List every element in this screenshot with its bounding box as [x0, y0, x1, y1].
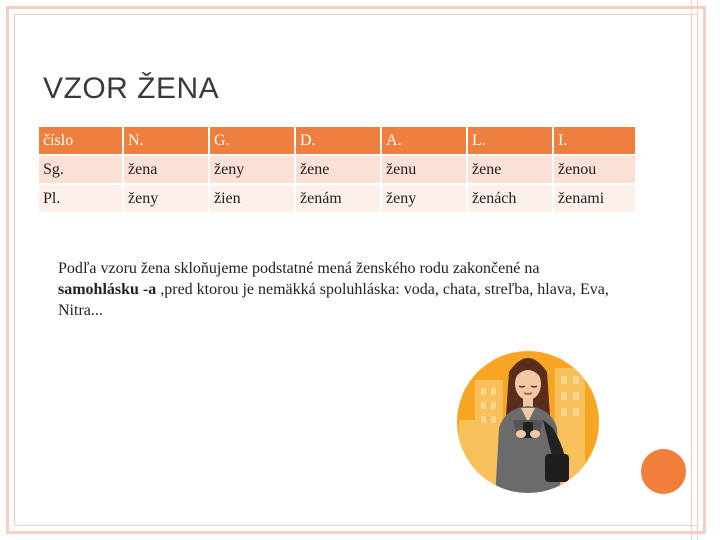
table-cell: ženách [468, 185, 552, 212]
table-cell: žien [210, 185, 294, 212]
table-cell: ženou [554, 156, 635, 183]
description-paragraph [58, 258, 618, 321]
decor-line [691, 0, 692, 540]
table-row [39, 185, 635, 212]
header-cell: D. [296, 127, 380, 154]
table-cell: Sg. [39, 156, 122, 183]
table-cell: Pl. [39, 185, 122, 212]
paragraph-text: ,pred ktorou je nemäkká spoluhláska: voda, chata, streľba, hlava, Eva, Nitra... [58, 281, 609, 319]
table-cell: ženy [210, 156, 294, 183]
woman-with-phone-illustration [455, 350, 601, 495]
table-cell: žene [468, 156, 552, 183]
slide-title: VZOR ŽENA [43, 72, 220, 105]
table-cell: ženami [554, 185, 635, 212]
header-cell: L. [468, 127, 552, 154]
table-cell: ženu [382, 156, 466, 183]
header-cell: G. [210, 127, 294, 154]
table-cell: ženy [382, 185, 466, 212]
table-header-row [39, 127, 635, 154]
header-cell: A. [382, 127, 466, 154]
declension-table [37, 125, 637, 214]
decor-line [697, 0, 698, 540]
table-cell: žena [124, 156, 208, 183]
paragraph-text: Podľa vzoru žena skloňujeme podstatné mená ženského rodu zakončené na [58, 260, 540, 277]
table-cell: žene [296, 156, 380, 183]
paragraph-bold-term: samohlásku -a [58, 281, 157, 298]
header-cell: I. [554, 127, 635, 154]
header-cell: číslo [39, 127, 122, 154]
orange-circle-decoration [641, 449, 686, 494]
table-cell: ženy [124, 185, 208, 212]
header-cell: N. [124, 127, 208, 154]
table-cell: ženám [296, 185, 380, 212]
table-row [39, 156, 635, 183]
